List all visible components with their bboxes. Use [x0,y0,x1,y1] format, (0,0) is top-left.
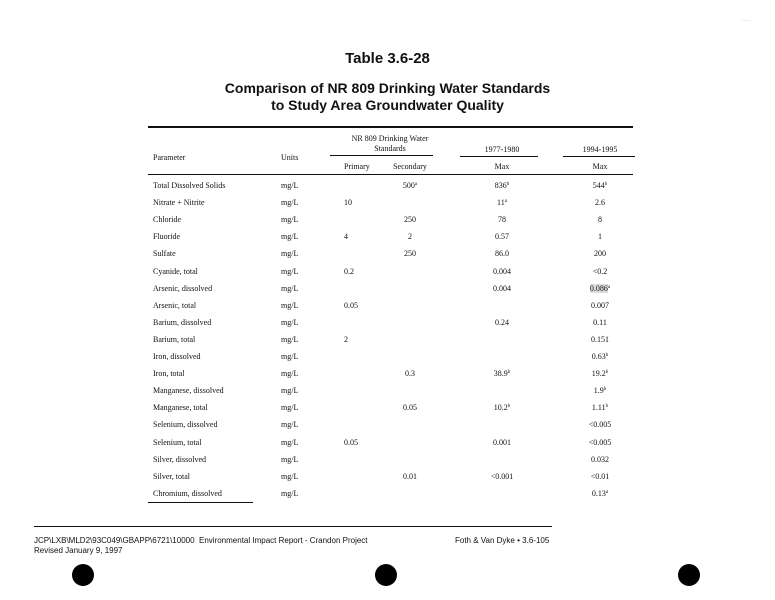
row-units [281,352,298,362]
cell-value: Manganese, dissolved [153,386,224,395]
row-units [281,335,298,345]
cell-value: 2 [344,335,348,344]
cell-value: Sulfate [153,249,176,258]
cell-value: 0.57 [495,232,509,241]
cell-value: mg/L [281,455,299,464]
cell-value: mg/L [281,301,299,310]
cell-value: 0.004 [493,267,511,276]
cell-value: 250 [404,249,416,258]
row-period2-max [565,215,635,225]
row-parameter [153,301,196,311]
cell-value: Silver, total [153,472,191,481]
row-parameter [153,438,201,448]
row-units [281,438,298,448]
row-period1-max [470,232,534,242]
cell-value: 0.007 [591,301,609,310]
row-parameter [153,181,225,191]
cell-value: 0.01 [403,472,417,481]
cell-value: 0.032 [591,455,609,464]
cell-value: mg/L [281,420,299,429]
cell-value: 2.6 [595,198,605,207]
table-subtitle-line2: to Study Area Groundwater Quality [271,97,504,113]
row-period2-max [565,420,635,430]
cell-value: mg/L [281,181,299,190]
cell-value: Selenium, dissolved [153,420,218,429]
row-units [281,318,298,328]
header-parameter: Parameter [153,153,186,162]
header-period-1: 1977-1980 [484,145,520,154]
row-primary-standard [344,438,384,448]
footer-rule [34,526,552,527]
row-units [281,386,298,396]
row-units [281,489,298,499]
cell-value: 0.086 [589,284,608,293]
row-period2-max [565,335,635,345]
punch-hole-left [72,564,94,586]
cell-value: 250 [404,215,416,224]
footnote-marker: b [605,370,609,375]
cell-value: 0.24 [495,318,509,327]
row-parameter [153,369,185,379]
footer-firm-page [455,536,549,546]
header-period-1-max: Max [494,162,510,171]
footer-path [34,536,368,546]
row-period2-max [565,403,635,413]
row-period1-max [470,181,534,191]
row-secondary-standard [390,232,430,242]
row-parameter [153,352,201,362]
row-parameter [153,215,181,225]
table-bottom-rule [148,502,253,503]
row-period2-max [565,438,635,448]
header-standards-line1: NR 809 Drinking Water [351,134,429,143]
table-title: Table 3.6-28 [345,50,430,67]
cell-value: 200 [594,249,606,258]
cell-value: mg/L [281,249,299,258]
row-secondary-standard [390,249,430,259]
footnote-marker: a [504,199,507,204]
row-units [281,455,298,465]
cell-value: mg/L [281,335,299,344]
row-period2-max [565,472,635,482]
cell-value: 2 [408,232,412,241]
cell-value: 19.2 [591,369,606,378]
footer-report-text: Environmental Impact Report - Crandon Project [199,536,368,545]
row-period2-max [565,318,635,328]
cell-value: mg/L [281,232,299,241]
punch-hole-right [678,564,700,586]
cell-value: 10 [344,198,352,207]
row-primary-standard [344,232,384,242]
footnote-marker: b [605,404,609,409]
cell-value: 86.0 [495,249,509,258]
row-period1-max [470,198,534,208]
row-period2-max [565,301,635,311]
footnote-marker: b [506,182,510,187]
footer-path-text: JCP\LXB\MLD2\93C049\GBAPP\6721\10000 [34,536,195,545]
standards-underline [330,155,433,156]
row-parameter [153,335,195,345]
row-period2-max [565,181,635,191]
cell-value: Chromium, dissolved [153,489,222,498]
cell-value: mg/L [281,352,299,361]
cell-value: mg/L [281,215,299,224]
row-parameter [153,267,198,277]
header-period-2-max: Max [592,162,608,171]
row-period1-max [470,318,534,328]
cell-value: Manganese, total [153,403,208,412]
cell-value: <0.001 [490,472,514,481]
cell-value: Barium, dissolved [153,318,212,327]
cell-value: mg/L [281,369,299,378]
footer-revised: Revised January 9, 1997 [34,546,123,555]
cell-value: 0.004 [493,284,511,293]
row-primary-standard [344,267,384,277]
cell-value: 1.9 [593,386,604,395]
cell-value: mg/L [281,198,299,207]
footnote-marker: a [414,182,418,187]
row-parameter [153,386,224,396]
cell-value: mg/L [281,284,299,293]
row-units [281,472,298,482]
cell-value: mg/L [281,386,299,395]
cell-value: Silver, dissolved [153,455,207,464]
cell-value: 0.05 [403,403,417,412]
row-units [281,181,298,191]
cell-value: mg/L [281,267,299,276]
row-period1-max [470,438,534,448]
row-period2-max [565,352,635,362]
cell-value: 8 [598,215,602,224]
cell-value: <0.2 [592,267,608,276]
row-secondary-standard [390,403,430,413]
footnote-marker: b [605,353,609,358]
footnote-marker: a [605,490,609,495]
cell-value: Barium, total [153,335,196,344]
footnote-marker: b [603,387,607,392]
row-units [281,369,298,379]
row-parameter [153,198,205,208]
cell-value: 38.9 [493,369,508,378]
cell-value: mg/L [281,438,299,447]
row-units [281,301,298,311]
cell-value: mg/L [281,472,299,481]
cell-value: 4 [344,232,348,241]
row-units [281,420,298,430]
row-period2-max [565,489,635,499]
row-parameter [153,403,208,413]
cell-value: 0.151 [591,335,609,344]
cell-value: 1 [598,232,602,241]
row-parameter [153,489,222,499]
row-units [281,403,298,413]
cell-value: <0.005 [588,438,612,447]
period2-underline [563,156,635,157]
footnote-marker: b [507,404,511,409]
row-period1-max [470,267,534,277]
header-standards-line2: Standards [374,144,406,153]
header-bottom-rule [148,174,633,175]
row-period1-max [470,369,534,379]
row-period2-max [565,455,635,465]
cell-value: 10.2 [493,403,508,412]
row-period1-max [470,403,534,413]
row-parameter [153,249,176,259]
cell-value: 0.63 [591,352,606,361]
cell-value: 544 [592,181,605,190]
row-parameter [153,420,217,430]
row-parameter [153,284,212,294]
corner-mark: - - - [741,18,750,24]
row-period2-max [565,267,635,277]
footnote-marker: b [604,182,608,187]
row-secondary-standard [390,181,430,191]
row-parameter [153,318,211,328]
header-primary: Primary [344,162,370,171]
row-parameter [153,232,180,242]
row-period2-max [565,249,635,259]
footer-bullet: • [517,536,520,545]
punch-hole-center [375,564,397,586]
period1-underline [460,156,538,157]
header-units: Units [281,153,299,162]
row-primary-standard [344,335,384,345]
cell-value: Chloride [153,215,181,224]
footnote-marker: a [607,285,611,290]
cell-value: 78 [498,215,506,224]
cell-value: 0.05 [344,438,358,447]
header-period-2: 1994-1995 [582,145,618,154]
row-period2-max [565,232,635,242]
cell-value: mg/L [281,403,299,412]
cell-value: Fluoride [153,232,181,241]
cell-value: 1.11 [591,403,606,412]
row-period2-max [565,284,635,294]
row-units [281,249,298,259]
cell-value: mg/L [281,318,299,327]
header-secondary: Secondary [393,162,427,171]
cell-value: 0.11 [593,318,607,327]
cell-value: 0.2 [344,267,354,276]
row-parameter [153,455,206,465]
row-units [281,215,298,225]
cell-value: <0.01 [590,472,610,481]
row-period2-max [565,369,635,379]
cell-value: mg/L [281,489,299,498]
cell-value: 0.05 [344,301,358,310]
cell-value: 500 [402,181,415,190]
cell-value: 0.001 [493,438,511,447]
row-period1-max [470,215,534,225]
cell-value: 0.3 [405,369,415,378]
cell-value: Nitrate + Nitrite [153,198,205,207]
cell-value: Selenium, total [153,438,202,447]
cell-value: 836 [494,181,507,190]
row-units [281,232,298,242]
row-secondary-standard [390,369,430,379]
row-period1-max [470,472,534,482]
table-subtitle-line1: Comparison of NR 809 Drinking Water Standards [224,80,551,96]
cell-value: <0.005 [588,420,612,429]
row-period2-max [565,198,635,208]
row-secondary-standard [390,215,430,225]
cell-value: Cyanide, total [153,267,198,276]
table-top-rule [148,126,633,128]
footnote-marker: b [507,370,511,375]
row-primary-standard [344,301,384,311]
row-period1-max [470,284,534,294]
cell-value: 0.13 [591,489,606,498]
cell-value: Iron, dissolved [153,352,201,361]
row-units [281,284,298,294]
row-units [281,198,298,208]
row-parameter [153,472,190,482]
cell-value: 11 [497,198,505,207]
cell-value: Iron, total [153,369,185,378]
cell-value: Arsenic, dissolved [153,284,213,293]
row-units [281,267,298,277]
cell-value: Arsenic, total [153,301,197,310]
footer-firm: Foth & Van Dyke [455,536,515,545]
row-secondary-standard [390,472,430,482]
cell-value: Total Dissolved Solids [153,181,226,190]
footer-page: 3.6-105 [522,536,550,545]
row-period1-max [470,249,534,259]
row-primary-standard [344,198,384,208]
row-period2-max [565,386,635,396]
